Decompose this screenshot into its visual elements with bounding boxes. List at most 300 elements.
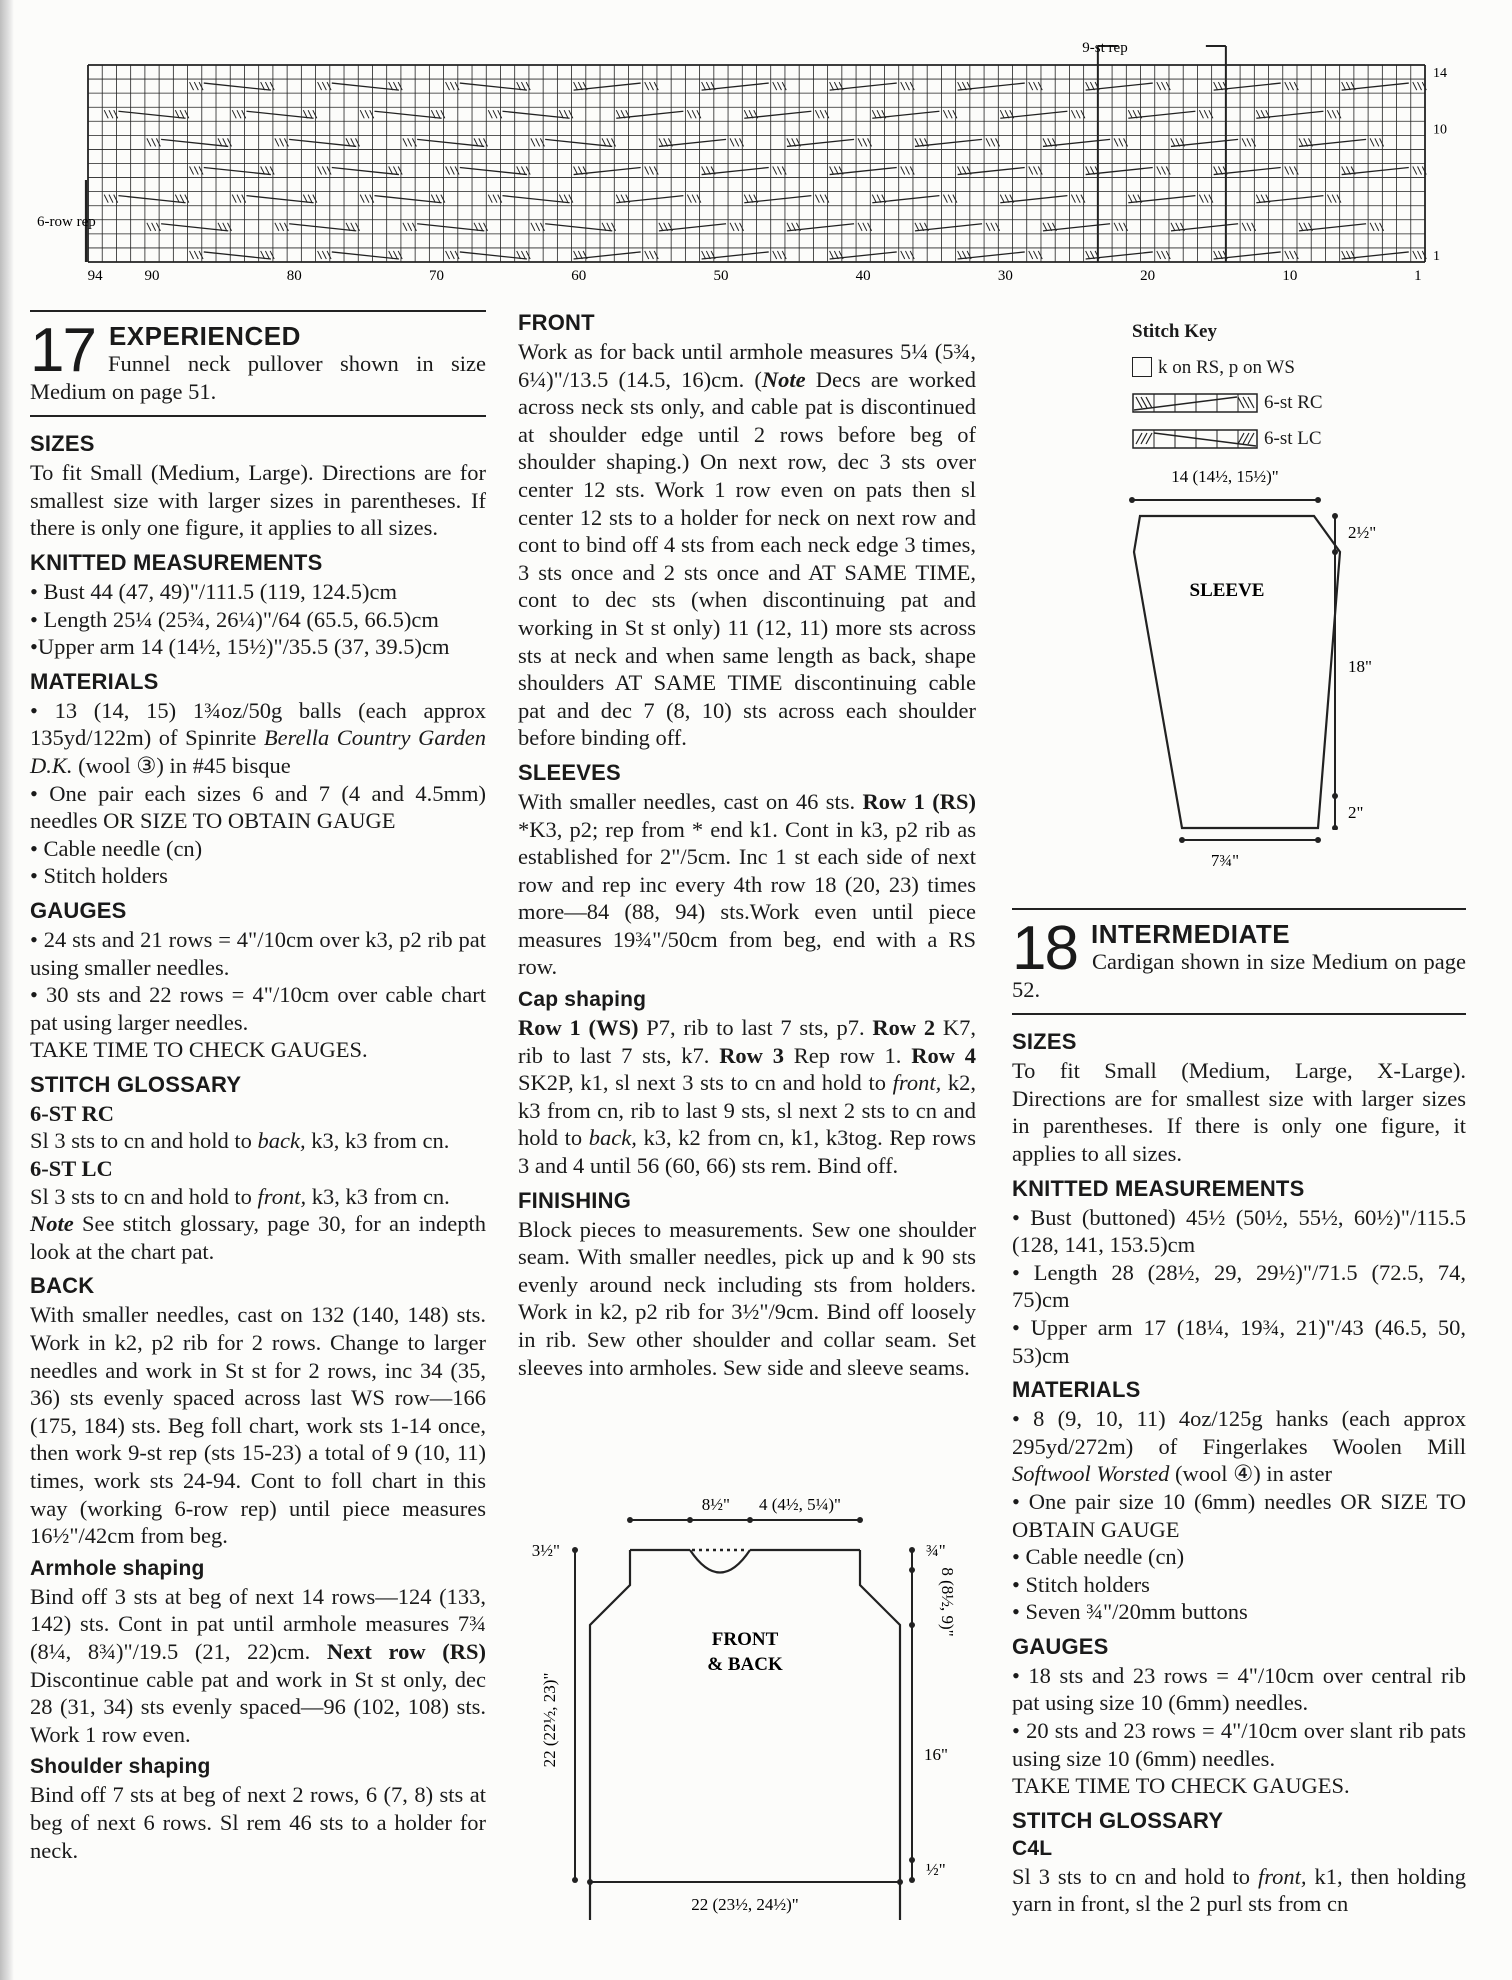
cable-tick <box>227 223 231 231</box>
cable-tick <box>1076 110 1080 118</box>
cable-tick <box>436 195 440 203</box>
cable-tick <box>114 195 118 203</box>
cable-tick <box>223 138 227 146</box>
cable-tick <box>773 251 777 259</box>
lc-cable-stroke <box>332 83 399 90</box>
cable-tick <box>156 223 160 231</box>
key-row-knit: k on RS, p on WS <box>1132 354 1466 382</box>
sizes-text: To fit Small (Medium, Large). Directions are for smallest size with larger sizes in parentheses. If there is only one figure, it applies to all sizes. <box>30 460 486 541</box>
sizes-heading: SIZES <box>30 431 95 457</box>
cable-tick <box>654 251 658 259</box>
cable-tick <box>697 110 701 118</box>
cable-tick <box>692 195 696 203</box>
cable-tick <box>830 251 834 259</box>
cable-tick <box>730 223 734 231</box>
chart-row-number: 14 <box>1433 66 1447 82</box>
cable-tick <box>531 138 535 146</box>
cable-tick <box>901 167 905 175</box>
cable-tick <box>156 138 160 146</box>
cable-tick <box>740 223 744 231</box>
lc-cable-stroke <box>545 224 612 231</box>
cable-tick <box>1038 251 1042 259</box>
materials-holders: • Stitch holders <box>1012 1571 1150 1597</box>
front-back-label-2: & BACK <box>707 1654 783 1675</box>
cable-tick <box>1290 82 1294 90</box>
cable-tick <box>493 195 497 203</box>
key-row-lc: 6-st LC <box>1132 425 1466 453</box>
divider <box>1012 908 1466 910</box>
lc-cable-stroke <box>204 252 271 259</box>
column-right <box>1012 318 1466 1917</box>
dim-width: 22 (23½, 24½)" <box>691 1895 799 1914</box>
cable-tick <box>730 138 734 146</box>
sizes-text: To fit Small (Medium, Large, X-Large). Directions are for smallest size with larger sizes in parentheses. If there is only one figure, it applies to all sizes. <box>1012 1058 1466 1166</box>
dim-shoulder-drop: ¾" <box>926 1541 946 1560</box>
chart-row-number: 1 <box>1433 248 1440 264</box>
cable-tick <box>521 167 525 175</box>
lc-cable-stroke <box>545 139 612 146</box>
cable-tick <box>1166 251 1170 259</box>
divider <box>30 310 486 312</box>
cable-tick <box>526 251 530 259</box>
cable-tick <box>441 110 445 118</box>
cable-tick <box>1285 82 1289 90</box>
cable-tick <box>1337 110 1341 118</box>
cable-tick <box>1081 110 1085 118</box>
cable-tick <box>1294 251 1298 259</box>
cable-tick <box>1380 138 1384 146</box>
cable-tick <box>393 251 397 259</box>
cable-tick <box>223 223 227 231</box>
cable-tick <box>858 138 862 146</box>
cable-tick <box>943 195 947 203</box>
cable-tick <box>308 195 312 203</box>
cable-tick <box>275 223 279 231</box>
six-row-rep-label: 6-row rep <box>37 214 96 230</box>
cable-tick <box>1413 251 1417 259</box>
sleeve-dim-bottom: 7¾" <box>1210 851 1240 870</box>
cable-tick <box>645 82 649 90</box>
cable-tick <box>1418 82 1422 90</box>
cable-tick <box>280 138 284 146</box>
cable-tick <box>313 110 317 118</box>
cable-tick <box>114 110 118 118</box>
lc-cable-stroke <box>204 168 271 175</box>
cable-tick <box>1166 167 1170 175</box>
materials-yarn: • 13 (14, 15) 1¾oz/50g balls (each approx 135yd/122m) of Spinrite Berella Country Garden D.K. (wool ③) in #45 bisque <box>30 697 486 778</box>
cable-tick <box>815 110 819 118</box>
sleeve-label: SLEEVE <box>1189 580 1265 602</box>
materials-heading: MATERIALS <box>30 668 159 694</box>
cable-tick <box>612 138 616 146</box>
cable-tick <box>104 110 108 118</box>
cable-tick <box>180 110 184 118</box>
cable-tick <box>1086 82 1090 90</box>
pattern-number: 18 <box>1012 914 1077 983</box>
measurements-heading: KNITTED MEASUREMENTS <box>30 549 323 575</box>
materials-holders: • Stitch holders <box>30 863 168 889</box>
cable-tick <box>1327 195 1331 203</box>
cable-tick <box>521 251 525 259</box>
chart-column-number: 10 <box>1282 268 1298 284</box>
cable-tick <box>1086 251 1090 259</box>
cable-tick <box>1071 110 1075 118</box>
cable-tick <box>1119 223 1123 231</box>
cable-tick <box>787 138 791 146</box>
dim-armhole: 8 (8½, 9)" <box>938 1567 957 1637</box>
cable-tick <box>351 223 355 231</box>
cable-tick <box>540 138 544 146</box>
cable-tick <box>1043 138 1047 146</box>
cable-tick <box>1290 167 1294 175</box>
right-top-area <box>1012 318 1466 866</box>
cable-tick <box>488 110 492 118</box>
cable-tick <box>1413 167 1417 175</box>
lc-heading: 6-ST LC <box>30 1156 113 1182</box>
cable-tick <box>958 82 962 90</box>
cable-tick <box>1214 82 1218 90</box>
lc-cable-stroke <box>374 196 441 203</box>
cable-tick <box>109 195 113 203</box>
cable-tick <box>1076 195 1080 203</box>
cable-tick <box>782 167 786 175</box>
cable-tick <box>275 138 279 146</box>
cable-tick <box>1380 223 1384 231</box>
cable-tick <box>446 167 450 175</box>
cable-tick <box>958 167 962 175</box>
rc-heading: 6-ST RC <box>30 1100 114 1126</box>
cable-tick <box>284 138 288 146</box>
finishing-heading: FINISHING <box>518 1187 632 1213</box>
nine-st-rep-label: 9-st rep <box>1082 40 1128 56</box>
cable-tick <box>1038 82 1042 90</box>
cable-tick <box>1161 82 1165 90</box>
sleeve-dim-cap: 2½" <box>1348 523 1377 543</box>
cable-tick <box>1337 195 1341 203</box>
cable-tick <box>318 167 322 175</box>
cable-tick <box>484 138 488 146</box>
gauge-central: • 18 sts and 23 rows = 4"/10cm over central rib pat using size 10 (6mm) needles. <box>1012 1662 1466 1716</box>
dim-total-length: 22 (22½, 23)" <box>540 1672 559 1768</box>
cable-tick <box>152 223 156 231</box>
cable-tick <box>185 110 189 118</box>
cable-tick <box>1332 195 1336 203</box>
cable-tick <box>322 167 326 175</box>
cable-tick <box>365 195 369 203</box>
cable-tick <box>190 82 194 90</box>
shoulder-text: Bind off 7 sts at beg of next 2 rows, 6 (7, 8) sts at beg of next 6 rows. Sl rem 46 sts to a holder for neck. <box>30 1782 486 1863</box>
cable-tick <box>1256 110 1260 118</box>
cable-tick <box>612 223 616 231</box>
cable-tick <box>607 223 611 231</box>
cable-tick <box>910 167 914 175</box>
lc-cable-stroke <box>161 139 228 146</box>
cable-tick <box>322 251 326 259</box>
cable-tick <box>744 195 748 203</box>
cable-tick <box>692 110 696 118</box>
lc-cable-stroke <box>204 83 271 90</box>
cable-tick <box>199 82 203 90</box>
cable-tick <box>1114 138 1118 146</box>
measurement-upper-arm: •Upper arm 14 (14½, 15½)"/35.5 (37, 39.5)cm <box>30 634 450 660</box>
lc-cable-stroke <box>332 168 399 175</box>
cable-tick <box>905 82 909 90</box>
materials-cable-needle: • Cable needle (cn) <box>30 835 203 861</box>
gauge-cable: • 30 sts and 22 rows = 4"/10cm over cable chart pat using larger needles. <box>30 982 486 1035</box>
cable-tick <box>564 110 568 118</box>
cable-tick <box>1252 223 1256 231</box>
cable-tick <box>687 110 691 118</box>
cable-tick <box>1209 110 1213 118</box>
cable-tick <box>498 110 502 118</box>
cable-tick <box>403 223 407 231</box>
cable-tick <box>450 82 454 90</box>
dim-body-length: 16" <box>924 1745 948 1764</box>
cable-tick <box>1124 223 1128 231</box>
cable-tick <box>265 251 269 259</box>
cable-tick <box>313 195 317 203</box>
cable-tick <box>1342 167 1346 175</box>
skill-level: INTERMEDIATE <box>1090 919 1291 949</box>
armhole-text: Bind off 3 sts at beg of next 14 rows—124 (133, 142) sts. Cont in pat until armhole measures 7¾ (8¼, 8¾)"/19.5 (21, 22)cm. Next row (RS) Discontinue cable pat and work in St st only, dec 28 (31, 34) sts evenly spaced—96 (102, 108) sts. Work 1 row even. <box>30 1583 486 1747</box>
cable-tick <box>1370 138 1374 146</box>
materials-heading: MATERIALS <box>1012 1377 1141 1403</box>
cable-tick <box>280 223 284 231</box>
divider <box>30 415 486 417</box>
back-text: With smaller needles, cast on 132 (140, 148) sts. Work in k2, p2 rib for 2 rows. Change to larger needles and work in St st for 2 rows, inc 34 (35, 36) sts evenly spaced across last WS row—166 (175, 184) sts. Beg foll chart, work sts 1-14 once, then work 9-st rep (sts 15-23) a total of 9 (10, 11) times, work sts 24-94. Cont to foll chart in this way (working 6-row rep) until piece measures 16½"/42cm from beg. <box>30 1302 486 1549</box>
pattern-number: 17 <box>30 316 95 385</box>
cable-tick <box>318 251 322 259</box>
cable-tick <box>1209 195 1213 203</box>
cable-tick <box>327 82 331 90</box>
c4l-heading: C4L <box>1012 1836 1053 1860</box>
cable-tick <box>1290 251 1294 259</box>
cable-tick <box>1033 82 1037 90</box>
sleeve-bottom-dim <box>1012 830 1466 880</box>
cable-tick <box>915 138 919 146</box>
lc-cable-stroke <box>332 252 399 259</box>
cable-tick <box>190 167 194 175</box>
cable-tick <box>616 195 620 203</box>
cable-tick <box>986 223 990 231</box>
cable-tick <box>607 138 611 146</box>
chart-row-number: 10 <box>1433 122 1447 138</box>
cable-tick <box>531 223 535 231</box>
cable-tick <box>863 138 867 146</box>
cable-tick <box>948 110 952 118</box>
cable-tick <box>910 251 914 259</box>
right-lower <box>1012 830 1466 1918</box>
cable-tick <box>645 251 649 259</box>
stitch-glossary-heading: STITCH GLOSSARY <box>1012 1807 1224 1833</box>
cable-tick <box>446 251 450 259</box>
lc-cable-stroke <box>502 111 569 118</box>
cable-tick <box>777 167 781 175</box>
cable-tick <box>915 223 919 231</box>
gauges-heading: GAUGES <box>1012 1633 1109 1659</box>
cable-tick <box>910 82 914 90</box>
front-text: Work as for back until armhole measures 5¼ (5¾, 6¼)"/13.5 (14.5, 16)cm. (Note Decs are worked across neck sts only, and cable pat is discontinued at shoulder edge until 2 rows before beg of shoulder shaping.) On next row, dec 3 sts over center 12 sts. Work 1 row even on pats then sl center 12 sts to a holder for neck on next row and cont to bind off 4 sts from each neck edge 3 times, 3 sts once and 2 sts once and AT SAME TIME, cont to dec sts (when discontinuing pat and working in St st only) 11 (12, 11) more sts across sts at neck and when same length as back, shape shoulders AT SAME TIME discontinuing cable pat and dec 7 (8, 10) sts across each shoulder before binding off. <box>518 339 976 751</box>
cable-tick <box>147 223 151 231</box>
cable-tick <box>398 82 402 90</box>
cable-tick <box>991 138 995 146</box>
cable-tick <box>901 82 905 90</box>
cable-tick <box>488 195 492 203</box>
cable-tick <box>199 167 203 175</box>
cable-tick <box>958 251 962 259</box>
cable-tick <box>493 110 497 118</box>
cable-tick <box>1029 82 1033 90</box>
front-heading: FRONT <box>518 310 595 335</box>
cable-tick <box>830 167 834 175</box>
chart-column-number: 90 <box>144 268 160 284</box>
cable-tick <box>360 110 364 118</box>
cable-tick <box>521 82 525 90</box>
cable-tick <box>574 82 578 90</box>
cable-tick <box>863 223 867 231</box>
cable-tick <box>237 110 241 118</box>
sleeve-dim-top: 14 (14½, 15½)" <box>1171 467 1279 487</box>
cable-tick <box>408 138 412 146</box>
materials-cable-needle: • Cable needle (cn) <box>1012 1544 1185 1570</box>
materials-buttons: • Seven ¾"/20mm buttons <box>1012 1599 1248 1625</box>
cable-tick <box>1124 138 1128 146</box>
sleeves-heading: SLEEVES <box>518 759 621 785</box>
cable-tick <box>1119 138 1123 146</box>
cable-tick <box>868 223 872 231</box>
cable-tick <box>1252 138 1256 146</box>
cable-tick <box>536 138 540 146</box>
cable-tick <box>484 223 488 231</box>
cable-tick <box>569 110 573 118</box>
lc-cable-stroke <box>246 196 313 203</box>
cable-tick <box>370 195 374 203</box>
stitch-glossary-heading: STITCH GLOSSARY <box>30 1071 242 1097</box>
cable-tick <box>868 138 872 146</box>
cable-tick <box>1285 167 1289 175</box>
cable-tick <box>1413 82 1417 90</box>
cable-tick <box>773 82 777 90</box>
sizes-heading: SIZES <box>1012 1029 1077 1055</box>
cable-tick <box>943 110 947 118</box>
cable-tick <box>1242 223 1246 231</box>
cable-tick <box>702 82 706 90</box>
dim-neck-width: 8½" <box>701 1495 730 1514</box>
cable-tick <box>1128 110 1132 118</box>
cable-tick <box>1171 138 1175 146</box>
gauge-slant: • 20 sts and 23 rows = 4"/10cm over slant rib pats using size 10 (6mm) needles. <box>1012 1718 1466 1771</box>
cable-tick <box>104 195 108 203</box>
cable-tick <box>242 110 246 118</box>
cable-tick <box>327 251 331 259</box>
cable-tick <box>1256 195 1260 203</box>
cable-tick <box>1294 167 1298 175</box>
cable-tick <box>1242 138 1246 146</box>
cable-tick <box>564 195 568 203</box>
dim-shoulder-width: 4 (4½, 5¼)" <box>758 1495 842 1514</box>
cable-tick <box>1114 223 1118 231</box>
chart-column-numbers <box>88 268 1422 284</box>
cable-tick <box>412 138 416 146</box>
cap-heading: Cap shaping <box>518 988 647 1012</box>
cable-tick <box>455 251 459 259</box>
lc-cable-stroke <box>246 111 313 118</box>
cable-tick <box>1375 138 1379 146</box>
cable-tick <box>574 251 578 259</box>
sleeve-dim-cuff: 2" <box>1348 803 1364 823</box>
cable-tick <box>455 82 459 90</box>
cable-tick <box>327 167 331 175</box>
lc-cable-stroke <box>118 111 185 118</box>
cable-tick <box>740 138 744 146</box>
lc-cable-stroke <box>460 83 527 90</box>
cable-tick <box>777 251 781 259</box>
cable-tick <box>654 167 658 175</box>
cable-tick <box>1204 195 1208 203</box>
pattern-description: Cardigan shown in size Medium on page 52. <box>1012 949 1466 1002</box>
chart-column-number: 30 <box>997 268 1013 284</box>
cable-tick <box>773 167 777 175</box>
chart-column-number: 60 <box>571 268 587 284</box>
cable-tick <box>996 223 1000 231</box>
cable-tick <box>1043 223 1047 231</box>
cable-tick <box>408 223 412 231</box>
cable-tick <box>659 223 663 231</box>
cable-tick <box>654 82 658 90</box>
cable-tick <box>744 110 748 118</box>
cable-tick <box>1199 195 1203 203</box>
cable-tick <box>446 82 450 90</box>
cable-tick <box>232 110 236 118</box>
gauge-check: TAKE TIME TO CHECK GAUGES. <box>1012 1773 1350 1799</box>
cable-tick <box>1247 223 1251 231</box>
cable-tick <box>1285 251 1289 259</box>
gauge-check: TAKE TIME TO CHECK GAUGES. <box>30 1037 368 1063</box>
chart-column-number: 94 <box>87 268 103 284</box>
armhole-heading: Armhole shaping <box>30 1556 205 1580</box>
cable-tick <box>265 167 269 175</box>
cable-tick <box>270 251 274 259</box>
cable-tick <box>455 167 459 175</box>
cable-tick <box>536 223 540 231</box>
cable-tick <box>735 138 739 146</box>
cable-tick <box>905 167 909 175</box>
cable-tick <box>526 82 530 90</box>
cable-tick <box>948 195 952 203</box>
cable-tick <box>574 167 578 175</box>
cable-tick <box>450 167 454 175</box>
cable-tick <box>180 195 184 203</box>
cable-tick <box>991 223 995 231</box>
lc-cable-stroke <box>161 224 228 231</box>
cable-tick <box>830 82 834 90</box>
lc-cable-stroke <box>502 196 569 203</box>
cable-tick <box>1299 223 1303 231</box>
lc-cable-stroke <box>417 224 484 231</box>
lc-cable-stroke <box>460 168 527 175</box>
cable-tick <box>242 195 246 203</box>
chart-column-number: 20 <box>1140 268 1156 284</box>
chart-column-number: 40 <box>855 268 871 284</box>
cable-tick <box>1161 167 1165 175</box>
chart-column-number: 80 <box>286 268 302 284</box>
cable-tick <box>398 167 402 175</box>
cable-tick <box>777 82 781 90</box>
cable-tick <box>393 82 397 90</box>
cable-tick <box>1418 167 1422 175</box>
cable-tick <box>194 251 198 259</box>
column-left <box>30 310 486 1864</box>
